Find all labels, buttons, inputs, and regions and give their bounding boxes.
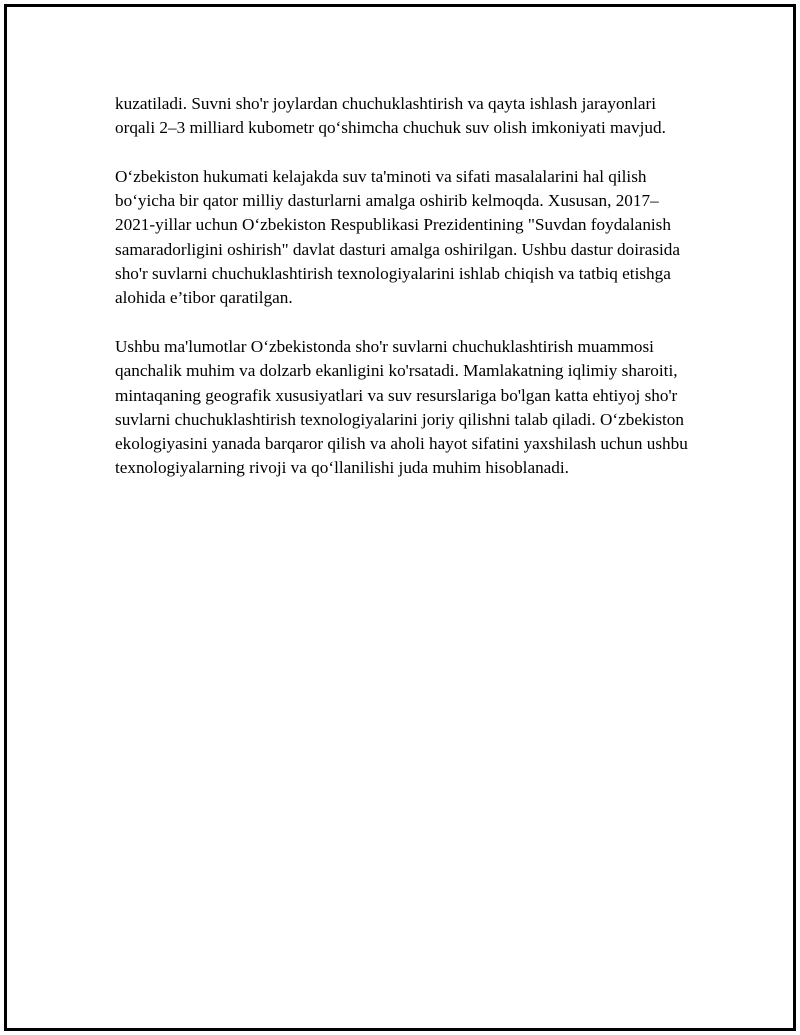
- paragraph-2: O‘zbekiston hukumati kelajakda suv ta'minoti va sifati masalalarini hal qilish bo‘yicha bir qator milliy dasturlarni amalga oshirib kelmoqda. Xususan, 2017–2021-yillar uchun O‘zbekiston Respublikasi Prezidentining "Suvdan foydalanish samaradorligini oshirish" davlat dasturi amalga oshirilgan. Ushbu dastur doirasida sho'r suvlarni chuchuklashtirish texnologiyalarini ishlab chiqish va tatbiq etishga alohida e’tibor qaratilgan.: [115, 166, 681, 308]
- document-body: [115, 92, 695, 505]
- paragraph-3: Ushbu ma'lumotlar O‘zbekistonda sho'r suvlarni chuchuklashtirish muammosi qanchalik muhim va dolzarb ekanligini ko'rsatadi. Mamlakatning iqlimiy sharoiti, mintaqaning geografik xususiyatlari va suv resurslariga bo'lgan katta ehtiyoj sho'r suvlarni chuchuklashtirish texnologiyalarini joriy qilishni talab qiladi. O‘zbekiston ekologiyasini yanada barqaror qilish va aholi hayot sifatini yaxshilash uchun ushbu texnologiyalarning rivoji va qo‘llanilishi juda muhim hisoblanadi.: [115, 336, 688, 478]
- paragraph-1: kuzatiladi. Suvni sho'r joylardan chuchuklashtirish va qayta ishlash jarayonlari orqali 2–3 milliard kubometr qo‘shimcha chuchuk suv olish imkoniyati mavjud.: [115, 94, 666, 138]
